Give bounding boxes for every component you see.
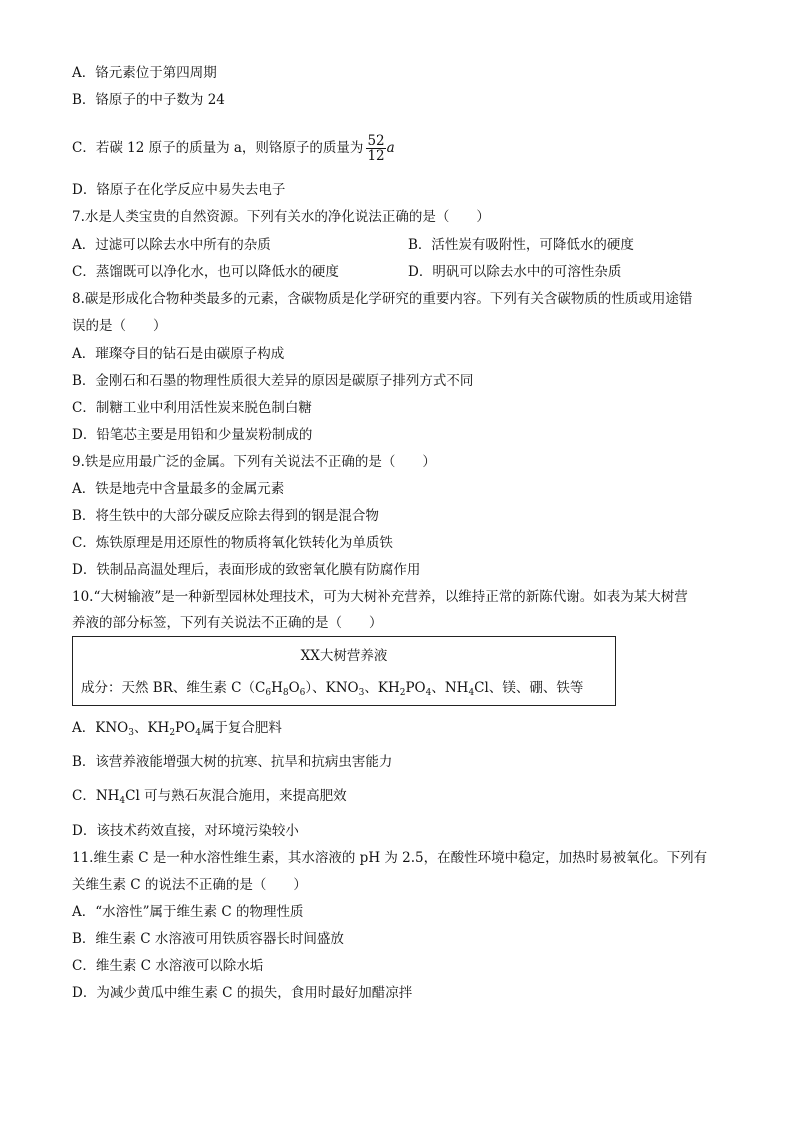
q6-option-c [72,130,395,166]
q6-fraction-numerator: 52 [367,133,385,149]
q9-stem: 9.铁是应用最广泛的金属。下列有关说法不正确的是（ ） [72,454,436,470]
q6-option-c-text: C．若碳 12 原子的质量为 a，则铬原子的质量为 [72,140,364,156]
formula-sub: 6 [299,688,306,698]
q10-option-d: D．该技术药效直接，对环境污染较小 [72,823,299,839]
q9-option-d: D．铁制品高温处理后，表面形成的致密氧化膜有防腐作用 [72,562,421,578]
ingredient-po: PO [405,680,426,696]
q9-option-c: C．炼铁原理是用还原性的物质将氧化铁转化为单质铁 [72,535,393,551]
ingredient-prefix: 成分：天然 BR、维生素 C（ [81,680,255,696]
q10-stem-line2: 养液的部分标签，下列有关说法不正确的是（ ） [72,615,383,631]
q8-option-a: A．璀璨夺目的钻石是由碳原子构成 [72,346,285,362]
formula-sub: 2 [399,688,406,698]
q8-stem-line1: 8.碳是形成化合物种类最多的元素，含碳物质是化学研究的重要内容。下列有关含碳物质的性质或用途错 [72,291,693,307]
q7-option-d: D．明矾可以除去水中的可溶性杂质 [408,264,622,280]
q10-a-mid: 、KH [133,720,170,736]
formula-sub: 3 [358,688,365,698]
q6-option-a: A．铬元素位于第四周期 [72,65,217,81]
q7-option-b: B．活性炭有吸附性，可降低水的硬度 [408,237,634,253]
q8-stem-line2: 误的是（ ） [72,318,167,334]
ingredient-kh2po4: 、KH [364,680,400,696]
formula-h: H [271,680,283,696]
q10-stem-line1: 10.“大树输液”是一种新型园林处理技术，可为大树补充营养，以维持正常的新陈代谢。如表为某大树营 [72,589,688,605]
q11-option-a: A．“水溶性”属于维生素 C 的物理性质 [72,904,304,920]
formula-sub: 4 [119,796,126,806]
q8-option-c: C．制糖工业中利用活性炭来脱色制白糖 [72,400,312,416]
q10-a-tail: 属于复合肥料 [200,720,282,736]
formula-c: C [255,680,266,696]
formula-sub: 3 [128,728,134,738]
q10-a-pre: A．KNO [72,720,129,736]
q6-option-b: B．铬原子的中子数为 24 [72,92,225,108]
q6-fraction-denominator: 12 [367,148,385,164]
formula-sub: 4 [425,688,432,698]
q9-option-a: A．铁是地壳中含量最多的金属元素 [72,481,285,497]
q10-option-a [72,718,282,738]
q6-variable: a [386,140,395,156]
formula-sub: 4 [195,728,201,738]
q11-option-c: C．维生素 C 水溶液可以除水垢 [72,958,264,974]
q10-option-c [72,786,347,806]
ingredient-kno3: ）、KNO [305,680,359,696]
ingredient-tail: Cl、镁、硼、铁等 [474,680,584,696]
q7-stem: 7.水是人类宝贵的自然资源。下列有关水的净化说法正确的是（ ） [72,209,490,225]
q9-option-b: B．将生铁中的大部分碳反应除去得到的钢是混合物 [72,508,379,524]
formula-sub: 2 [169,728,176,738]
q6-option-d: D．铬原子在化学反应中易失去电子 [72,182,286,198]
formula-o: O [288,680,300,696]
q8-option-d: D．铅笔芯主要是用铅和少量炭粉制成的 [72,427,313,443]
q11-option-b: B．维生素 C 水溶液可用铁质容器长时间盛放 [72,931,344,947]
q11-option-d: D．为减少黄瓜中维生素 C 的损失，食用时最好加醋凉拌 [72,985,413,1001]
q11-stem-line2: 关维生素 C 的说法不正确的是（ ） [72,877,307,893]
q11-stem-line1: 11.维生素 C 是一种水溶性维生素，其水溶液的 pH 为 2.5，在酸性环境中稳定，加热时易被氧化。下列有 [72,850,708,866]
ingredient-nh4: 、NH [431,680,469,696]
q7-option-a: A．过滤可以除去水中所有的杂质 [72,237,271,253]
nutrient-label-table [72,636,616,706]
formula-sub: 6 [265,688,272,698]
q10-c-tail: Cl 可与熟石灰混合施用，来提高肥效 [125,788,347,804]
q10-a-mid2: PO [175,720,196,736]
nutrient-label-title: XX大树营养液 [300,648,388,664]
q10-option-b: B．该营养液能增强大树的抗寒、抗旱和抗病虫害能力 [72,754,393,770]
q10-c-pre: C．NH [72,788,120,804]
formula-sub: 4 [468,688,475,698]
q7-option-c: C．蒸馏既可以净化水，也可以降低水的硬度 [72,264,339,280]
q6-fraction [366,134,385,163]
nutrient-label-ingredients [81,678,583,698]
formula-sub: 8 [282,688,289,698]
q8-option-b: B．金刚石和石墨的物理性质很大差异的原因是碳原子排列方式不同 [72,373,474,389]
